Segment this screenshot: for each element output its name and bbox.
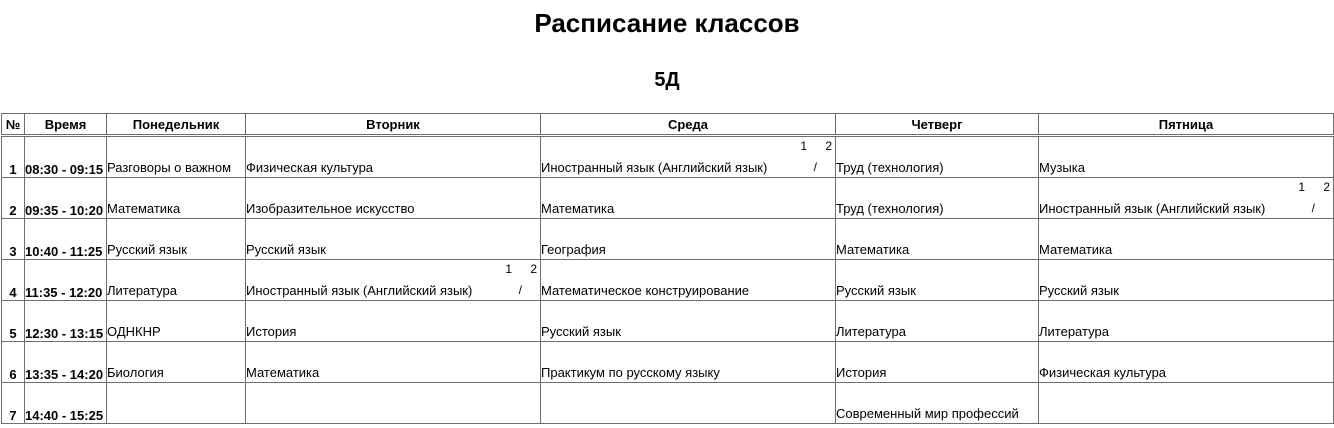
subject-name: Математика xyxy=(1039,242,1113,257)
cell-monday xyxy=(107,219,246,260)
cell-friday xyxy=(1039,301,1334,342)
lesson-number: 4 xyxy=(2,260,25,301)
cell-wednesday xyxy=(541,301,836,342)
subject-name: Иностранный язык (Английский язык) xyxy=(541,160,768,175)
cell-friday xyxy=(1039,219,1334,260)
lesson-number: 2 xyxy=(2,178,25,219)
subject-name: Математика xyxy=(836,242,910,257)
lesson-number: 1 xyxy=(2,136,25,178)
subject-name: Изобразительное искусство xyxy=(246,201,415,216)
subject-name: Математическое конструирование xyxy=(541,283,750,298)
cell-wednesday xyxy=(541,260,836,301)
subject-name xyxy=(1039,421,1333,423)
subject-name: Современный мир профессий xyxy=(836,406,1019,421)
cell-monday xyxy=(107,136,246,178)
header-wednesday: Среда xyxy=(541,114,836,136)
subject-name: Иностранный язык (Английский язык) xyxy=(246,283,473,298)
group-number: 1 xyxy=(505,262,512,276)
cell-friday xyxy=(1039,383,1334,424)
subject-name: История xyxy=(836,365,887,380)
group-divider: / xyxy=(518,283,522,297)
cell-monday xyxy=(107,260,246,301)
subject-name xyxy=(107,421,245,423)
cell-friday xyxy=(1039,136,1334,178)
lesson-number: 5 xyxy=(2,301,25,342)
cell-friday xyxy=(1039,342,1334,383)
table-row xyxy=(2,178,1334,219)
group-number: 2 xyxy=(530,262,537,276)
table-row xyxy=(2,383,1334,424)
cell-wednesday xyxy=(541,178,836,219)
group-number: 2 xyxy=(825,139,832,153)
subject-name: Литература xyxy=(107,283,177,298)
subject-name: Математика xyxy=(541,201,615,216)
subject-name: Русский язык xyxy=(541,324,621,339)
lesson-time: 11:35 - 12:20 xyxy=(25,260,107,301)
cell-monday xyxy=(107,342,246,383)
cell-wednesday xyxy=(541,219,836,260)
cell-tuesday xyxy=(246,260,541,301)
subject-name: Разговоры о важном xyxy=(107,160,232,175)
group-number: 2 xyxy=(1323,180,1330,194)
cell-monday xyxy=(107,383,246,424)
subject-name: Математика xyxy=(107,201,181,216)
cell-thursday xyxy=(836,301,1039,342)
cell-tuesday xyxy=(246,301,541,342)
header-friday: Пятница xyxy=(1039,114,1334,136)
cell-friday xyxy=(1039,260,1334,301)
cell-monday xyxy=(107,301,246,342)
cell-thursday xyxy=(836,260,1039,301)
cell-tuesday xyxy=(246,178,541,219)
schedule-table xyxy=(1,113,1334,424)
cell-tuesday xyxy=(246,136,541,178)
header-thursday: Четверг xyxy=(836,114,1039,136)
subject-name: Физическая культура xyxy=(246,160,374,175)
cell-thursday xyxy=(836,383,1039,424)
cell-thursday xyxy=(836,136,1039,178)
cell-thursday xyxy=(836,219,1039,260)
lesson-number: 7 xyxy=(2,383,25,424)
subject-name: Практикум по русскому языку xyxy=(541,365,720,380)
cell-wednesday xyxy=(541,342,836,383)
table-row xyxy=(2,260,1334,301)
cell-tuesday xyxy=(246,219,541,260)
subject-name: Труд (технология) xyxy=(836,160,944,175)
lesson-time: 10:40 - 11:25 xyxy=(25,219,107,260)
subject-name xyxy=(246,421,540,423)
subject-name: Биология xyxy=(107,365,164,380)
subject-name: Русский язык xyxy=(1039,283,1119,298)
cell-monday xyxy=(107,178,246,219)
table-row xyxy=(2,301,1334,342)
lesson-time: 12:30 - 13:15 xyxy=(25,301,107,342)
lesson-time: 13:35 - 14:20 xyxy=(25,342,107,383)
subject-name: Литература xyxy=(1039,324,1109,339)
lesson-number: 3 xyxy=(2,219,25,260)
cell-thursday xyxy=(836,342,1039,383)
cell-wednesday xyxy=(541,136,836,178)
lesson-number: 6 xyxy=(2,342,25,383)
subject-name: Русский язык xyxy=(246,242,326,257)
subject-name: История xyxy=(246,324,297,339)
header-time: Время xyxy=(25,114,107,136)
cell-friday xyxy=(1039,178,1334,219)
page-title: Расписание классов xyxy=(534,8,800,38)
group-number: 1 xyxy=(800,139,807,153)
header-monday: Понедельник xyxy=(107,114,246,136)
subject-name: Труд (технология) xyxy=(836,201,944,216)
table-row xyxy=(2,136,1334,178)
cell-tuesday xyxy=(246,342,541,383)
table-row xyxy=(2,219,1334,260)
table-row xyxy=(2,342,1334,383)
group-divider: / xyxy=(813,160,817,174)
cell-tuesday xyxy=(246,383,541,424)
cell-wednesday xyxy=(541,383,836,424)
subject-name: Музыка xyxy=(1039,160,1085,175)
subject-name: Русский язык xyxy=(107,242,187,257)
lesson-time: 08:30 - 09:15 xyxy=(25,136,107,178)
class-name: 5Д xyxy=(654,69,680,91)
group-number: 1 xyxy=(1298,180,1305,194)
header-row xyxy=(2,114,1334,136)
subject-name: Литература xyxy=(836,324,906,339)
header-tuesday: Вторник xyxy=(246,114,541,136)
subject-name: Иностранный язык (Английский язык) xyxy=(1039,201,1266,216)
subject-name: Русский язык xyxy=(836,283,916,298)
group-divider: / xyxy=(1311,201,1315,215)
subject-name: Математика xyxy=(246,365,320,380)
header-number: № xyxy=(2,114,25,136)
subject-name xyxy=(541,421,835,423)
cell-thursday xyxy=(836,178,1039,219)
lesson-time: 09:35 - 10:20 xyxy=(25,178,107,219)
subject-name: Физическая культура xyxy=(1039,365,1167,380)
subject-name: ОДНКНР xyxy=(107,324,161,339)
lesson-time: 14:40 - 15:25 xyxy=(25,383,107,424)
subject-name: География xyxy=(541,242,606,257)
